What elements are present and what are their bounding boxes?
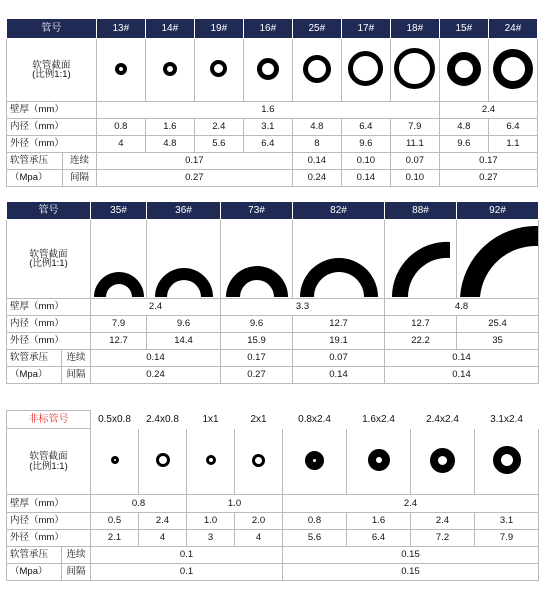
pressure-label: 软管承压 xyxy=(7,350,62,367)
section-scale: (比例1:1) xyxy=(29,258,68,269)
outer-label: 外径（mm） xyxy=(7,530,91,547)
continuous-value: 0.14 xyxy=(385,350,539,367)
inner-value: 7.9 xyxy=(390,119,439,136)
header-label: 管号 xyxy=(7,202,91,220)
continuous-value: 0.17 xyxy=(96,153,292,170)
size-header: 15# xyxy=(439,19,488,39)
wall-label: 壁厚（mm） xyxy=(7,299,91,316)
inner-label: 内径（mm） xyxy=(7,119,97,136)
wall-value: 2.4 xyxy=(439,102,537,119)
mpa-label: （Mpa） xyxy=(7,564,62,581)
inner-value: 0.8 xyxy=(283,513,347,530)
intermittent-value: 0.15 xyxy=(283,564,539,581)
hose-cross-section xyxy=(394,48,435,89)
continuous-value: 0.07 xyxy=(390,153,439,170)
inner-value: 2.4 xyxy=(139,513,187,530)
intermittent-value: 0.1 xyxy=(91,564,283,581)
hose-cross-section xyxy=(430,448,455,473)
intermittent-value: 0.14 xyxy=(293,367,385,384)
outer-value: 2.1 xyxy=(91,530,139,547)
continuous-value: 0.14 xyxy=(292,153,341,170)
outer-value: 12.7 xyxy=(91,333,147,350)
hose-cross-section xyxy=(390,236,452,298)
hose-cross-section xyxy=(298,254,380,298)
hose-cross-section xyxy=(348,51,383,86)
size-header: 0.8x2.4 xyxy=(283,411,347,429)
continuous-label: 连续 xyxy=(62,350,91,367)
intermittent-label: 间隔 xyxy=(62,367,91,384)
size-header: 35# xyxy=(91,202,147,220)
hose-cross-section xyxy=(111,456,119,464)
hose-cross-section xyxy=(224,262,290,298)
size-header: 2x1 xyxy=(235,411,283,429)
outer-value: 4 xyxy=(96,136,145,153)
size-header: 2.4x0.8 xyxy=(139,411,187,429)
continuous-label: 连续 xyxy=(63,153,97,170)
hose-cross-section xyxy=(115,63,127,75)
outer-value: 8 xyxy=(292,136,341,153)
hose-table-1 xyxy=(6,18,538,187)
inner-value: 4.8 xyxy=(439,119,488,136)
section-caption xyxy=(7,429,91,495)
outer-value: 6.4 xyxy=(243,136,292,153)
hose-cross-section xyxy=(163,62,177,76)
size-header: 0.5x0.8 xyxy=(91,411,139,429)
wall-value: 1.0 xyxy=(187,495,283,513)
inner-value: 3.1 xyxy=(243,119,292,136)
outer-value: 14.4 xyxy=(147,333,221,350)
continuous-value: 0.07 xyxy=(293,350,385,367)
intermittent-label: 间隔 xyxy=(63,170,97,187)
hose-cross-section xyxy=(252,454,265,467)
inner-value: 2.0 xyxy=(235,513,283,530)
inner-value: 1.6 xyxy=(145,119,194,136)
hose-cross-section xyxy=(493,49,533,89)
section-caption xyxy=(7,39,97,102)
inner-value: 2.4 xyxy=(194,119,243,136)
hose-cross-section xyxy=(303,55,331,83)
outer-value: 9.6 xyxy=(439,136,488,153)
size-header: 13# xyxy=(96,19,145,39)
outer-value: 1.1 xyxy=(488,136,537,153)
continuous-value: 0.1 xyxy=(91,547,283,564)
size-header: 17# xyxy=(341,19,390,39)
inner-value: 3.1 xyxy=(475,513,539,530)
hose-cross-section xyxy=(156,453,170,467)
section-scale: (比例1:1) xyxy=(32,69,71,80)
inner-label: 内径（mm） xyxy=(7,513,91,530)
inner-value: 4.8 xyxy=(292,119,341,136)
size-header: 14# xyxy=(145,19,194,39)
hose-cross-section xyxy=(153,264,215,298)
inner-value: 1.0 xyxy=(187,513,235,530)
inner-value: 12.7 xyxy=(293,316,385,333)
mpa-label: （Mpa） xyxy=(7,367,62,384)
continuous-value: 0.17 xyxy=(439,153,537,170)
section-scale: (比例1:1) xyxy=(29,460,68,472)
wall-value: 2.4 xyxy=(91,299,221,316)
section-label: 软管截面 xyxy=(29,248,68,260)
outer-label: 外径（mm） xyxy=(7,333,91,350)
inner-value: 0.8 xyxy=(96,119,145,136)
size-header: 25# xyxy=(292,19,341,39)
inner-value: 6.4 xyxy=(488,119,537,136)
size-header: 92# xyxy=(457,202,539,220)
inner-value: 25.4 xyxy=(457,316,539,333)
hose-cross-section xyxy=(305,451,324,470)
inner-value: 7.9 xyxy=(91,316,147,333)
header-label: 管号 xyxy=(7,19,97,39)
continuous-label: 连续 xyxy=(62,547,91,564)
outer-value: 19.1 xyxy=(293,333,385,350)
inner-value: 6.4 xyxy=(341,119,390,136)
outer-value: 5.6 xyxy=(194,136,243,153)
outer-value: 3 xyxy=(187,530,235,547)
wall-value: 3.3 xyxy=(221,299,385,316)
intermittent-value: 0.27 xyxy=(221,367,293,384)
hose-cross-section xyxy=(257,58,279,80)
size-header: 18# xyxy=(390,19,439,39)
wall-label: 壁厚（mm） xyxy=(7,495,91,513)
wall-value: 1.6 xyxy=(96,102,439,119)
size-header: 1.6x2.4 xyxy=(347,411,411,429)
intermittent-label: 间隔 xyxy=(62,564,91,581)
outer-value: 6.4 xyxy=(347,530,411,547)
section-label: 软管截面 xyxy=(29,451,68,462)
intermittent-value: 0.14 xyxy=(341,170,390,187)
size-header: 2.4x2.4 xyxy=(411,411,475,429)
inner-value: 0.5 xyxy=(91,513,139,530)
outer-value: 4.8 xyxy=(145,136,194,153)
outer-value: 11.1 xyxy=(390,136,439,153)
header-label: 非标管号 xyxy=(7,411,91,429)
inner-label: 内径（mm） xyxy=(7,316,91,333)
size-header: 88# xyxy=(385,202,457,220)
inner-value: 9.6 xyxy=(221,316,293,333)
inner-value: 2.4 xyxy=(411,513,475,530)
outer-value: 4 xyxy=(139,530,187,547)
size-header: 24# xyxy=(488,19,537,39)
continuous-value: 0.10 xyxy=(341,153,390,170)
pressure-label: 软管承压 xyxy=(7,153,63,170)
section-caption xyxy=(7,220,91,299)
outer-value: 15.9 xyxy=(221,333,293,350)
inner-value: 9.6 xyxy=(147,316,221,333)
wall-label: 壁厚（mm） xyxy=(7,102,97,119)
size-header: 3.1x2.4 xyxy=(475,411,539,429)
outer-value: 7.2 xyxy=(411,530,475,547)
outer-value: 35 xyxy=(457,333,539,350)
hose-table-2 xyxy=(6,201,539,384)
intermittent-value: 0.27 xyxy=(439,170,537,187)
size-header: 82# xyxy=(293,202,385,220)
hose-cross-section xyxy=(458,226,538,298)
intermittent-value: 0.14 xyxy=(385,367,539,384)
size-header: 16# xyxy=(243,19,292,39)
continuous-value: 0.17 xyxy=(221,350,293,367)
outer-label: 外径（mm） xyxy=(7,136,97,153)
size-header: 1x1 xyxy=(187,411,235,429)
inner-value: 12.7 xyxy=(385,316,457,333)
size-header: 19# xyxy=(194,19,243,39)
hose-cross-section xyxy=(447,52,481,86)
intermittent-value: 0.24 xyxy=(292,170,341,187)
wall-value: 0.8 xyxy=(91,495,187,513)
outer-value: 5.6 xyxy=(283,530,347,547)
outer-value: 22.2 xyxy=(385,333,457,350)
hose-cross-section xyxy=(206,455,216,465)
hose-cross-section xyxy=(210,60,227,77)
hose-cross-section xyxy=(493,446,521,474)
inner-value: 1.6 xyxy=(347,513,411,530)
hose-cross-section xyxy=(368,449,390,471)
wall-value: 4.8 xyxy=(385,299,539,316)
wall-value: 2.4 xyxy=(283,495,539,513)
outer-value: 4 xyxy=(235,530,283,547)
continuous-value: 0.15 xyxy=(283,547,539,564)
pressure-label: 软管承压 xyxy=(7,547,62,564)
size-header: 36# xyxy=(147,202,221,220)
size-header: 73# xyxy=(221,202,293,220)
hose-table-3 xyxy=(6,410,539,581)
mpa-label: （Mpa） xyxy=(7,170,63,187)
intermittent-value: 0.10 xyxy=(390,170,439,187)
intermittent-value: 0.24 xyxy=(91,367,221,384)
outer-value: 7.9 xyxy=(475,530,539,547)
intermittent-value: 0.27 xyxy=(96,170,292,187)
outer-value: 9.6 xyxy=(341,136,390,153)
continuous-value: 0.14 xyxy=(91,350,221,367)
hose-cross-section xyxy=(92,268,146,298)
section-label: 软管截面 xyxy=(32,59,71,71)
